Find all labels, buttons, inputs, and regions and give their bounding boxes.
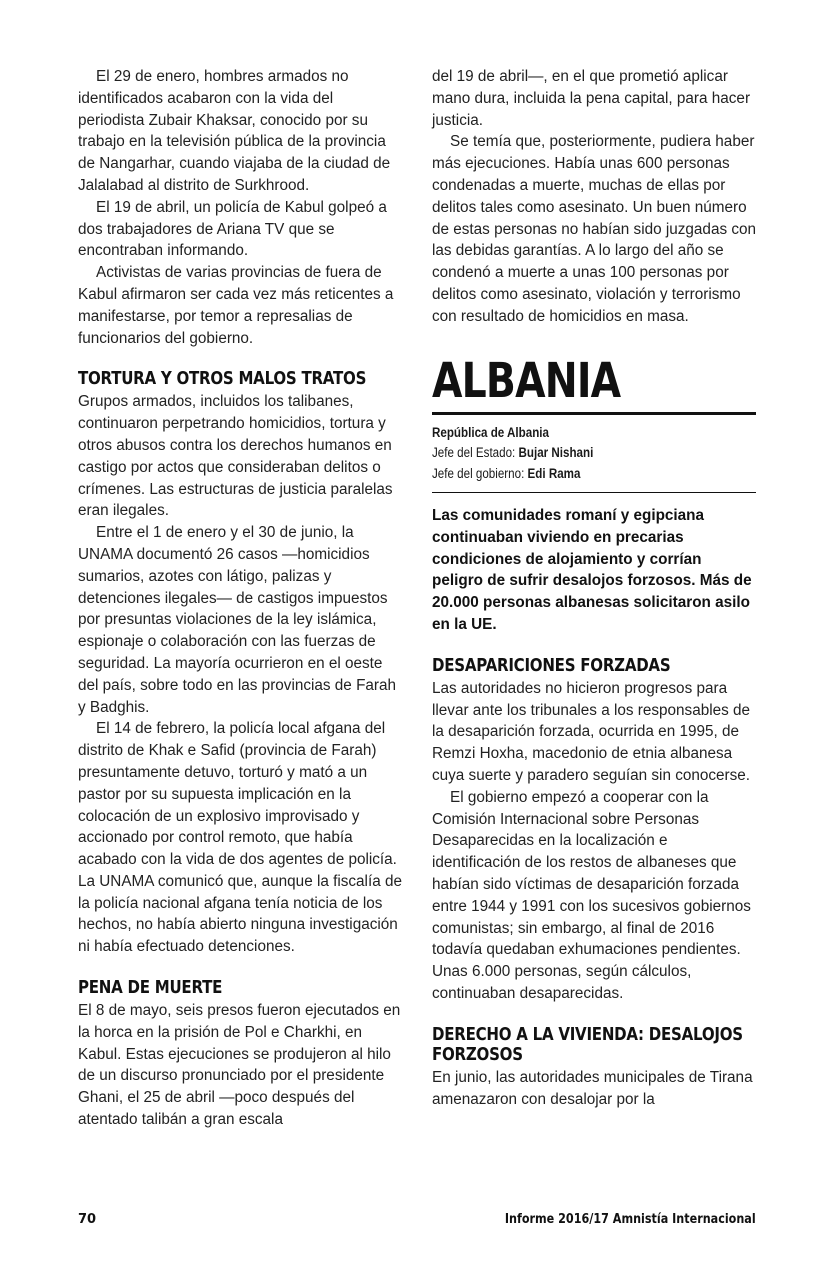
paragraph: Las autoridades no hicieron progresos para llevar ante los tribunales a los responsables de la desaparición forzada, ocurrida en 1995, de Remzi Hoxha, macedonio de etnia albanesa cuya suerte y paradero seguían sin conocerse. xyxy=(432,679,751,785)
paragraph: Activistas de varias provincias de fuera de Kabul afirmaron ser cada vez más reticentes a manifestarse, por temor a represalias de funcionarios del gobierno. xyxy=(78,264,394,347)
paragraph: del 19 de abril—, en el que prometió aplicar mano dura, incluida la pena capital, para hacer justicia. xyxy=(432,68,751,129)
publication-title: Informe 2016/17 Amnistía Internacional xyxy=(505,1212,756,1227)
head-of-government: Edi Rama xyxy=(527,465,581,481)
paragraph: El 14 de febrero, la policía local afgana del distrito de Khak e Safid (provincia de Farah) presuntamente detuvo, torturó y mató a un pastor por su supuesta implicación en la colocación de un explosivo improvisado y accionado por control remoto, que había acabado con la vida de dos agentes de policía. La UNAMA comunicó que, aunque la fiscalía de la policía nacional afgana tenía noticia de los hechos, no había abierto ninguna investigación ni había efectuado detenciones. xyxy=(78,720,402,956)
section-heading-disappearances: DESAPARICIONES FORZADAS xyxy=(432,655,671,676)
section-heading-death-penalty: PENA DE MUERTE xyxy=(78,978,223,999)
section-heading-torture: TORTURA Y OTROS MALOS TRATOS xyxy=(78,369,367,390)
left-column xyxy=(78,66,402,1131)
country-title: ALBANIA xyxy=(432,352,621,409)
divider xyxy=(432,492,756,493)
paragraph: El gobierno empezó a cooperar con la Comisión Internacional sobre Personas Desaparecidas en la localización e identificación de los restos de albaneses que habían sido víctimas de desaparición forzada entre 1944 y 1991 con los sucesivos gobiernos comunistas; sin embargo, al final de 2016 todavía quedaban exhumaciones pendientes. Unas 6.000 personas, según cálculos, continuaban desaparecidas. xyxy=(432,788,751,1002)
paragraph: El 8 de mayo, seis presos fueron ejecutados en la horca en la prisión de Pol e Charkhi, en Kabul. Estas ejecuciones se produjeron al hilo de un discurso pronunciado por el presidente Ghani, el 25 de abril —poco después del atentado talibán a gran escala xyxy=(78,1002,401,1129)
paragraph: El 29 de enero, hombres armados no identificados acabaron con la vida del periodista Zubair Khaksar, conocido por su trabajo en la televisión pública de la provincia de Nangarhar, cuando viajaba de la ciudad de Jalalabad al distrito de Surkhrood. xyxy=(78,68,391,194)
page-number: 70 xyxy=(78,1212,97,1227)
country-facts xyxy=(432,423,756,485)
head-of-state: Bujar Nishani xyxy=(518,445,594,461)
paragraph: Entre el 1 de enero y el 30 de junio, la UNAMA documentó 26 casos —homicidios sumarios, azotes con látigo, palizas y detenciones ilegales— de castigos impuestos por presuntas violaciones de la ley islámica, espionaje o colaboración con las fuerzas de seguridad. La mayoría ocurrieron en el oeste del país, sobre todo en las provincias de Farah y Badghis. xyxy=(78,524,397,716)
head-of-state-label: Jefe del Estado: xyxy=(432,445,519,461)
paragraph: El 19 de abril, un policía de Kabul golpeó a dos trabajadores de Ariana TV que se encontraban informando. xyxy=(78,198,387,260)
section-heading-housing: DERECHO A LA VIVIENDA: DESALOJOS FORZOSOS xyxy=(432,1024,743,1065)
country-summary: Las comunidades romaní y egipciana continuaban viviendo en precarias condiciones de alojamiento y corrían peligro de sufrir desalojos forzosos. Más de 20.000 personas albanesas solicitaron asilo en la UE. xyxy=(432,507,752,634)
paragraph: Grupos armados, incluidos los talibanes, continuaron perpetrando homicidios, tortura y otros abusos contra los derechos humanos en castigo por actos que consideraban delitos o crímenes. Las estructuras de justicia paralelas eran ilegales. xyxy=(78,393,393,520)
head-of-government-label: Jefe del gobierno: xyxy=(432,465,528,481)
official-name: República de Albania xyxy=(432,424,549,440)
paragraph: Se temía que, posteriormente, pudiera haber más ejecuciones. Había unas 600 personas condenadas a muerte, muchas de ellas por delitos tales como asesinato. Un buen número de estas personas no habían sido juzgadas con las debidas garantías. A lo largo del año se condenó a muerte a unas 100 personas por delitos como asesinato, violación y terrorismo con resultado de homicidios en masa. xyxy=(432,133,757,325)
divider xyxy=(432,412,756,415)
paragraph: En junio, las autoridades municipales de Tirana amenazaron con desalojar por la xyxy=(432,1068,753,1108)
right-column xyxy=(432,66,756,1110)
